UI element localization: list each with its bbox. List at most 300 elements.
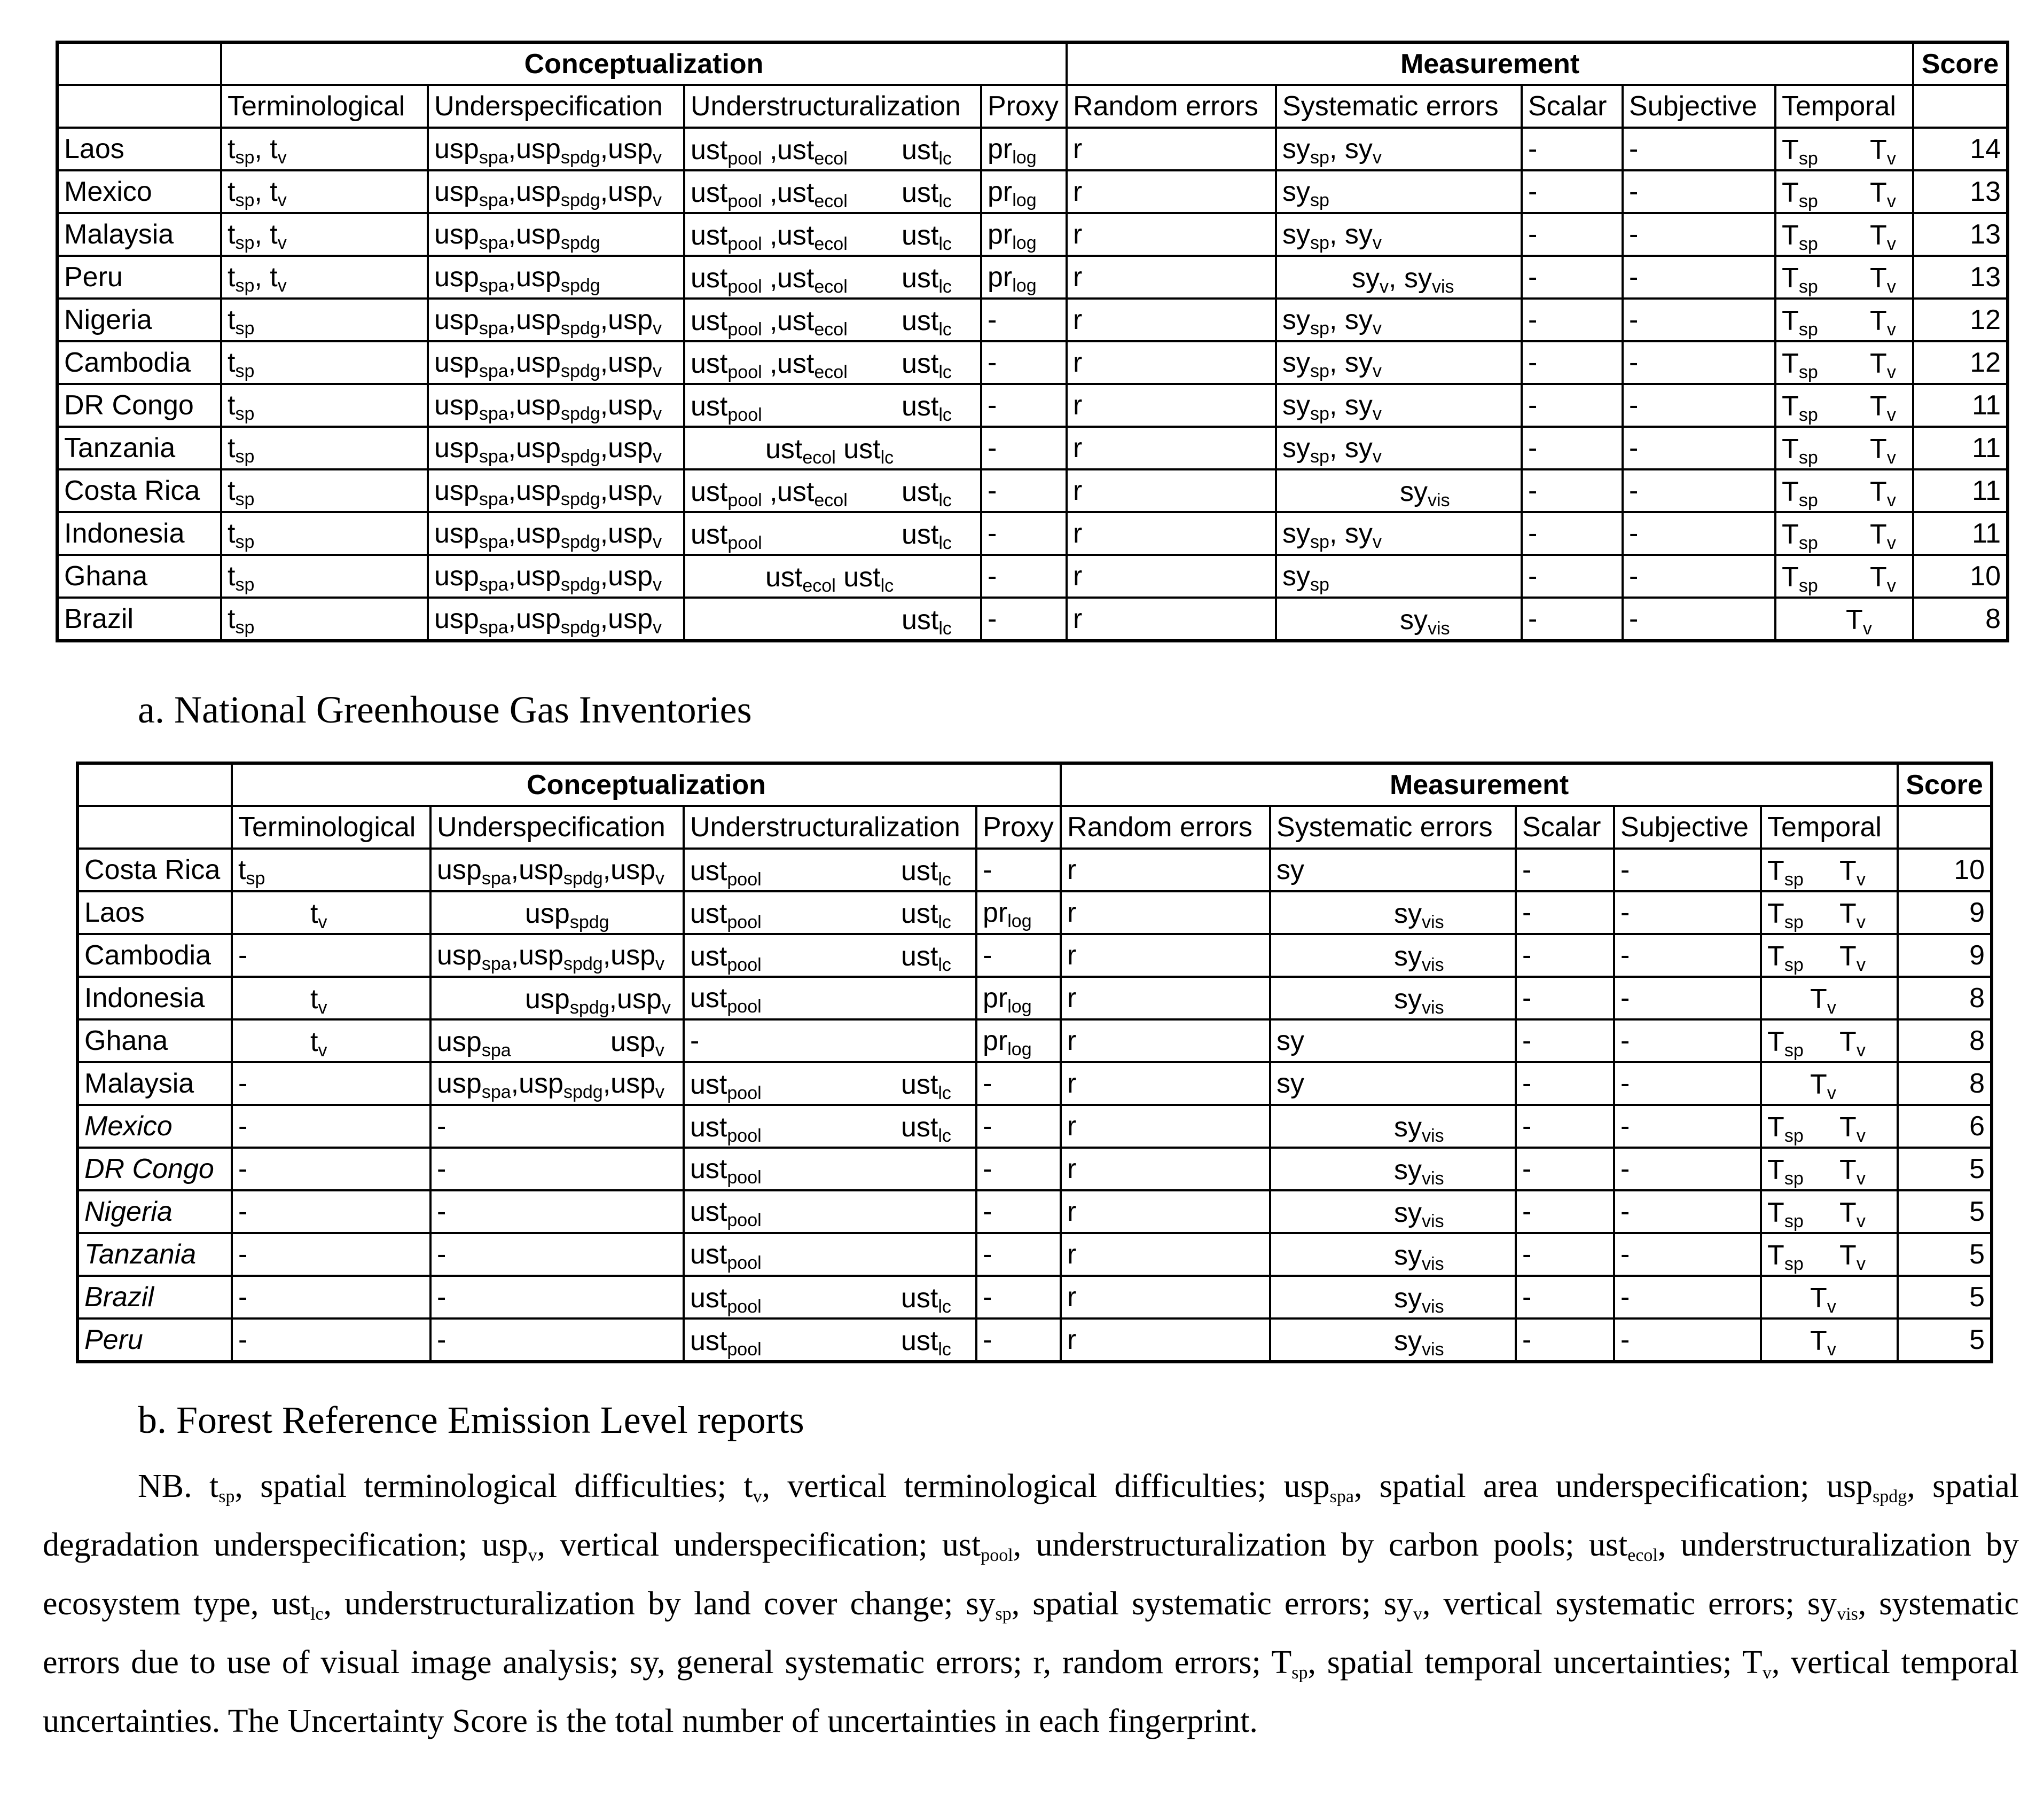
cell-random-errors: r	[1067, 256, 1276, 299]
footnote-text: NB. $t_{sp}$, spatial terminological difficulties; $t_v$, vertical terminological difficulties; usp$_{spa}$, spatial area underspecification; usp$_{spdg}$, spatial degradation underspecification; usp$_v$, vertical underspecification; ust$_{pool}$, understructuralization by carbon pools; ust$_{ecol}$, understructuralization by ecosystem type, ust$_{lc}$, understructuralization by land cover change; $sy_{sp}$, spatial systematic errors; $sy_v$, vertical systematic errors; $sy_{vis}$, systematic errors due to use of visual image analysis; sy, general systematic errors; r, random errors; $T_{sp}$, spatial temporal uncertainties; $T_v$, vertical temporal uncertainties. The Uncertainty Score is the total number of uncertainties in each fingerprint.	[43, 1468, 2019, 1739]
cell-terminological: $t_{sp}$	[232, 849, 430, 891]
cell-underspecification: -	[430, 1190, 684, 1233]
table-row	[57, 469, 2008, 512]
cell-country: Ghana	[57, 555, 221, 598]
cell-score: 12	[1913, 341, 2008, 384]
cell-country: Tanzania	[57, 427, 221, 469]
cell-score: 11	[1913, 384, 2008, 427]
cell-random-errors: r	[1061, 849, 1270, 891]
cell-systematic-errors: sy	[1270, 1062, 1516, 1105]
group-score: Score	[1898, 763, 1992, 806]
cell-systematic-errors: $sy_{vis}$	[1270, 934, 1516, 977]
cell-country: Laos	[57, 128, 221, 170]
cell-score: 13	[1913, 170, 2008, 213]
cell-random-errors: r	[1067, 555, 1276, 598]
cell-proxy: -	[981, 427, 1067, 469]
cell-country: DR Congo	[77, 1148, 232, 1190]
cell-temporal: $T_{sp}$ $T_v$	[1761, 1019, 1898, 1062]
cell-score: 8	[1913, 598, 2008, 641]
cell-temporal: $T_{sp}$ $T_v$	[1775, 170, 1913, 213]
table-row	[77, 1105, 1992, 1148]
cell-systematic-errors: $sy_{vis}$	[1276, 469, 1522, 512]
cell-understructuralization: ust$_{pool}$	[684, 977, 976, 1019]
cell-understructuralization: ust$_{pool}$ , ust$_{ecol}$ ust$_{lc}$	[684, 299, 981, 341]
cell-country: Cambodia	[77, 934, 232, 977]
cell-underspecification: usp$_{spa}$,usp$_{spdg}$,usp$_v$	[428, 512, 684, 555]
cell-temporal: $T_{sp}$ $T_v$	[1775, 341, 1913, 384]
group-header-row	[57, 42, 2008, 85]
cell-understructuralization: ust$_{pool}$ ust$_{lc}$	[684, 1062, 976, 1105]
cell-scalar: -	[1522, 598, 1623, 641]
cell-scalar: -	[1516, 1148, 1614, 1190]
cell-random-errors: r	[1067, 128, 1276, 170]
cell-country: Mexico	[57, 170, 221, 213]
cell-scalar: -	[1522, 213, 1623, 256]
subheader-subjective: Subjective	[1614, 806, 1761, 849]
cell-proxy: $pr_{log}$	[976, 977, 1061, 1019]
cell-score: 5	[1898, 1233, 1992, 1276]
cell-scalar: -	[1516, 977, 1614, 1019]
caption-table-b: b. Forest Reference Emission Level reports	[138, 1399, 804, 1441]
cell-random-errors: r	[1067, 384, 1276, 427]
cell-subjective: -	[1623, 213, 1775, 256]
cell-systematic-errors: $sy_{vis}$	[1270, 977, 1516, 1019]
cell-proxy: -	[976, 1148, 1061, 1190]
cell-subjective: -	[1623, 469, 1775, 512]
cell-scalar: -	[1522, 341, 1623, 384]
table-row	[57, 128, 2008, 170]
cell-terminological: -	[232, 1148, 430, 1190]
cell-temporal: $T_v$	[1761, 1318, 1898, 1362]
cell-proxy: -	[976, 934, 1061, 977]
table-row	[77, 1318, 1992, 1362]
cell-score: 14	[1913, 128, 2008, 170]
group-measurement: Measurement	[1061, 763, 1898, 806]
cell-terminological: $t_{sp}$	[221, 299, 428, 341]
cell-country: Malaysia	[77, 1062, 232, 1105]
cell-understructuralization: ust$_{pool}$	[684, 1233, 976, 1276]
cell-country: Malaysia	[57, 213, 221, 256]
cell-subjective: -	[1614, 1019, 1761, 1062]
cell-understructuralization: -	[684, 1019, 976, 1062]
cell-score: 8	[1898, 1019, 1992, 1062]
cell-score: 8	[1898, 977, 1992, 1019]
subheader-score-blank	[1913, 85, 2008, 128]
cell-score: 11	[1913, 469, 2008, 512]
cell-systematic-errors: $sy_{vis}$	[1270, 1148, 1516, 1190]
cell-temporal: $T_{sp}$ $T_v$	[1775, 299, 1913, 341]
cell-understructuralization: ust$_{pool}$ , ust$_{ecol}$ ust$_{lc}$	[684, 213, 981, 256]
subheader-proxy: Proxy	[981, 85, 1067, 128]
cell-country: Indonesia	[77, 977, 232, 1019]
cell-scalar: -	[1522, 469, 1623, 512]
cell-proxy: $pr_{log}$	[981, 256, 1067, 299]
corner-cell	[77, 763, 232, 806]
cell-scalar: -	[1522, 555, 1623, 598]
cell-temporal: $T_{sp}$ $T_v$	[1761, 891, 1898, 934]
cell-terminological: $t_v$	[232, 977, 430, 1019]
cell-proxy: -	[981, 555, 1067, 598]
cell-terminological: $t_{sp}$	[221, 384, 428, 427]
cell-underspecification: -	[430, 1148, 684, 1190]
table-row	[77, 849, 1992, 891]
cell-understructuralization: ust$_{pool}$ ust$_{lc}$	[684, 891, 976, 934]
cell-proxy: $pr_{log}$	[976, 891, 1061, 934]
cell-terminological: $t_v$	[232, 1019, 430, 1062]
cell-underspecification: usp$_{spa}$,usp$_{spdg}$,usp$_v$	[428, 128, 684, 170]
cell-proxy: -	[981, 341, 1067, 384]
cell-country: Nigeria	[77, 1190, 232, 1233]
cell-underspecification: usp$_{spa}$,usp$_{spdg}$,usp$_v$	[430, 1062, 684, 1105]
cell-temporal: $T_{sp}$ $T_v$	[1775, 384, 1913, 427]
cell-systematic-errors: $sy_{sp}$, $sy_v$	[1276, 128, 1522, 170]
cell-understructuralization: ust$_{lc}$	[684, 598, 981, 641]
cell-temporal: $T_v$	[1761, 977, 1898, 1019]
table-row	[77, 1276, 1992, 1318]
table-row	[77, 891, 1992, 934]
cell-country: DR Congo	[57, 384, 221, 427]
cell-random-errors: r	[1067, 341, 1276, 384]
subheader-scalar: Scalar	[1516, 806, 1614, 849]
table-row	[77, 1019, 1992, 1062]
cell-terminological: -	[232, 1190, 430, 1233]
cell-proxy: -	[981, 299, 1067, 341]
cell-random-errors: r	[1067, 512, 1276, 555]
subheader-random: Random errors	[1067, 85, 1276, 128]
cell-proxy: $pr_{log}$	[981, 128, 1067, 170]
cell-score: 5	[1898, 1148, 1992, 1190]
cell-random-errors: r	[1067, 469, 1276, 512]
cell-terminological: $t_{sp}$	[221, 427, 428, 469]
cell-random-errors: r	[1061, 1276, 1270, 1318]
cell-temporal: $T_{sp}$ $T_v$	[1761, 1190, 1898, 1233]
cell-country: Costa Rica	[57, 469, 221, 512]
cell-score: 6	[1898, 1105, 1992, 1148]
cell-country: Indonesia	[57, 512, 221, 555]
table-row	[57, 341, 2008, 384]
cell-proxy: -	[976, 1105, 1061, 1148]
cell-score: 9	[1898, 891, 1992, 934]
cell-temporal: $T_v$	[1775, 598, 1913, 641]
cell-random-errors: r	[1067, 598, 1276, 641]
group-score: Score	[1913, 42, 2008, 85]
cell-temporal: $T_{sp}$ $T_v$	[1775, 512, 1913, 555]
cell-proxy: -	[976, 1233, 1061, 1276]
cell-random-errors: r	[1067, 299, 1276, 341]
table-row	[57, 384, 2008, 427]
cell-country: Ghana	[77, 1019, 232, 1062]
table-b-body	[77, 763, 1992, 1362]
corner-cell	[57, 42, 221, 85]
cell-systematic-errors: $sy_{sp}$, $sy_v$	[1276, 299, 1522, 341]
table-a-body	[57, 42, 2008, 641]
cell-underspecification: usp$_{spa}$,usp$_{spdg}$,usp$_v$	[428, 384, 684, 427]
table-row	[57, 598, 2008, 641]
cell-temporal: $T_{sp}$ $T_v$	[1761, 1105, 1898, 1148]
cell-systematic-errors: $sy_{vis}$	[1276, 598, 1522, 641]
cell-systematic-errors: $sy_{sp}$	[1276, 170, 1522, 213]
cell-underspecification: usp$_{spa}$,usp$_{spdg}$,usp$_v$	[428, 598, 684, 641]
group-header-row	[77, 763, 1992, 806]
cell-terminological: $t_{sp}$, $t_v$	[221, 256, 428, 299]
cell-underspecification: usp$_{spdg}$,usp$_v$	[430, 977, 684, 1019]
cell-systematic-errors: $sy_{vis}$	[1270, 1190, 1516, 1233]
subheader-sys: Systematic errors	[1276, 85, 1522, 128]
cell-subjective: -	[1614, 891, 1761, 934]
cell-random-errors: r	[1061, 891, 1270, 934]
cell-country: Brazil	[77, 1276, 232, 1318]
cell-country: Nigeria	[57, 299, 221, 341]
cell-temporal: $T_{sp}$ $T_v$	[1775, 555, 1913, 598]
cell-scalar: -	[1516, 1318, 1614, 1362]
cell-terminological: -	[232, 1105, 430, 1148]
cell-proxy: -	[981, 384, 1067, 427]
cell-random-errors: r	[1061, 1233, 1270, 1276]
cell-random-errors: r	[1067, 170, 1276, 213]
table-footnote	[43, 1457, 2019, 1751]
cell-systematic-errors: $sy_{sp}$, $sy_v$	[1276, 512, 1522, 555]
table-row	[57, 299, 2008, 341]
cell-temporal: $T_{sp}$ $T_v$	[1761, 1233, 1898, 1276]
cell-understructuralization: ust$_{pool}$ ust$_{lc}$	[684, 384, 981, 427]
subheader-ust: Understructuralization	[684, 85, 981, 128]
cell-understructuralization: ust$_{pool}$ ust$_{lc}$	[684, 849, 976, 891]
group-conceptualization: Conceptualization	[232, 763, 1061, 806]
table-row	[77, 1148, 1992, 1190]
cell-terminological: $t_{sp}$, $t_v$	[221, 213, 428, 256]
cell-temporal: $T_{sp}$ $T_v$	[1775, 469, 1913, 512]
cell-understructuralization: ust$_{pool}$ ust$_{lc}$	[684, 1105, 976, 1148]
cell-score: 10	[1913, 555, 2008, 598]
cell-random-errors: r	[1061, 977, 1270, 1019]
cell-terminological: -	[232, 1062, 430, 1105]
cell-proxy: -	[976, 1318, 1061, 1362]
cell-subjective: -	[1623, 299, 1775, 341]
subheader-usp: Underspecification	[430, 806, 684, 849]
cell-underspecification: usp$_{spa}$ usp$_v$	[430, 1019, 684, 1062]
cell-score: 11	[1913, 427, 2008, 469]
table-row	[57, 256, 2008, 299]
group-conceptualization: Conceptualization	[221, 42, 1067, 85]
cell-proxy: $pr_{log}$	[981, 213, 1067, 256]
cell-underspecification: usp$_{spa}$,usp$_{spdg}$,usp$_v$	[428, 341, 684, 384]
cell-proxy: -	[976, 1276, 1061, 1318]
cell-score: 13	[1913, 213, 2008, 256]
cell-score: 13	[1913, 256, 2008, 299]
cell-terminological: $t_{sp}$	[221, 555, 428, 598]
cell-terminological: $t_{sp}$	[221, 341, 428, 384]
cell-systematic-errors: $sy_{sp}$, $sy_v$	[1276, 341, 1522, 384]
cell-proxy: -	[976, 849, 1061, 891]
cell-terminological: $t_{sp}$	[221, 469, 428, 512]
cell-subjective: -	[1614, 1062, 1761, 1105]
subheader-scalar: Scalar	[1522, 85, 1623, 128]
cell-temporal: $T_{sp}$ $T_v$	[1775, 427, 1913, 469]
cell-systematic-errors: $sy_{vis}$	[1270, 1233, 1516, 1276]
cell-underspecification: usp$_{spa}$,usp$_{spdg}$,usp$_v$	[428, 170, 684, 213]
cell-score: 8	[1898, 1062, 1992, 1105]
cell-score: 12	[1913, 299, 2008, 341]
subheader-term: Terminological	[232, 806, 430, 849]
cell-underspecification: -	[430, 1105, 684, 1148]
cell-systematic-errors: $sy_{vis}$	[1270, 1276, 1516, 1318]
cell-scalar: -	[1516, 1276, 1614, 1318]
cell-scalar: -	[1516, 849, 1614, 891]
cell-country: Costa Rica	[77, 849, 232, 891]
cell-scalar: -	[1516, 1019, 1614, 1062]
cell-scalar: -	[1522, 256, 1623, 299]
cell-understructuralization: ust$_{pool}$ , ust$_{ecol}$ ust$_{lc}$	[684, 256, 981, 299]
cell-proxy: -	[981, 512, 1067, 555]
cell-scalar: -	[1516, 891, 1614, 934]
cell-systematic-errors: sy	[1270, 849, 1516, 891]
subheader-temporal: Temporal	[1775, 85, 1913, 128]
cell-subjective: -	[1623, 341, 1775, 384]
cell-systematic-errors: $sy_{sp}$, $sy_v$	[1276, 427, 1522, 469]
cell-proxy: -	[976, 1062, 1061, 1105]
cell-subjective: -	[1614, 1276, 1761, 1318]
cell-understructuralization: ust$_{pool}$ ust$_{lc}$	[684, 512, 981, 555]
cell-underspecification: usp$_{spa}$,usp$_{spdg}$	[428, 256, 684, 299]
cell-scalar: -	[1522, 384, 1623, 427]
cell-random-errors: r	[1067, 213, 1276, 256]
cell-proxy: -	[976, 1190, 1061, 1233]
cell-subjective: -	[1614, 934, 1761, 977]
cell-random-errors: r	[1061, 1318, 1270, 1362]
cell-subjective: -	[1614, 977, 1761, 1019]
cell-underspecification: usp$_{spa}$,usp$_{spdg}$,usp$_v$	[428, 469, 684, 512]
cell-scalar: -	[1516, 934, 1614, 977]
cell-temporal: $T_{sp}$ $T_v$	[1775, 128, 1913, 170]
subheader-ust: Understructuralization	[684, 806, 976, 849]
subheader-random: Random errors	[1061, 806, 1270, 849]
cell-underspecification: usp$_{spdg}$	[430, 891, 684, 934]
cell-score: 11	[1913, 512, 2008, 555]
cell-understructuralization: ust$_{pool}$ , ust$_{ecol}$ ust$_{lc}$	[684, 128, 981, 170]
cell-scalar: -	[1522, 512, 1623, 555]
cell-temporal: $T_{sp}$ $T_v$	[1761, 849, 1898, 891]
cell-random-errors: r	[1061, 1148, 1270, 1190]
cell-proxy: $pr_{log}$	[981, 170, 1067, 213]
cell-country: Brazil	[57, 598, 221, 641]
cell-systematic-errors: $sy_{sp}$, $sy_v$	[1276, 384, 1522, 427]
cell-country: Peru	[77, 1318, 232, 1362]
cell-understructuralization: ust$_{pool}$	[684, 1148, 976, 1190]
table-row	[77, 977, 1992, 1019]
cell-terminological: -	[232, 1276, 430, 1318]
cell-subjective: -	[1614, 1190, 1761, 1233]
table-row	[77, 1233, 1992, 1276]
cell-random-errors: r	[1061, 1062, 1270, 1105]
cell-systematic-errors: $sy_{vis}$	[1270, 1318, 1516, 1362]
cell-systematic-errors: $sy_{sp}$	[1276, 555, 1522, 598]
cell-systematic-errors: $sy_{sp}$, $sy_v$	[1276, 213, 1522, 256]
cell-scalar: -	[1522, 128, 1623, 170]
cell-subjective: -	[1623, 384, 1775, 427]
cell-subjective: -	[1614, 1148, 1761, 1190]
cell-country: Mexico	[77, 1105, 232, 1148]
cell-random-errors: r	[1067, 427, 1276, 469]
corner-cell	[77, 806, 232, 849]
cell-scalar: -	[1516, 1233, 1614, 1276]
cell-random-errors: r	[1061, 1019, 1270, 1062]
subheader-sys: Systematic errors	[1270, 806, 1516, 849]
cell-underspecification: usp$_{spa}$,usp$_{spdg}$,usp$_v$	[430, 934, 684, 977]
group-measurement: Measurement	[1067, 42, 1913, 85]
subheader-temporal: Temporal	[1761, 806, 1898, 849]
cell-understructuralization: ust$_{pool}$ ust$_{lc}$	[684, 1318, 976, 1362]
cell-subjective: -	[1623, 598, 1775, 641]
cell-subjective: -	[1614, 849, 1761, 891]
cell-scalar: -	[1522, 427, 1623, 469]
cell-understructuralization: ust$_{pool}$ ust$_{lc}$	[684, 1276, 976, 1318]
cell-terminological: $t_{sp}$, $t_v$	[221, 128, 428, 170]
cell-terminological: $t_{sp}$	[221, 512, 428, 555]
cell-understructuralization: ust$_{pool}$ ust$_{lc}$	[684, 934, 976, 977]
cell-underspecification: usp$_{spa}$,usp$_{spdg}$	[428, 213, 684, 256]
cell-temporal: $T_{sp}$ $T_v$	[1761, 1148, 1898, 1190]
cell-country: Cambodia	[57, 341, 221, 384]
cell-subjective: -	[1623, 555, 1775, 598]
cell-scalar: -	[1516, 1062, 1614, 1105]
cell-proxy: -	[981, 469, 1067, 512]
cell-underspecification: -	[430, 1318, 684, 1362]
cell-understructuralization: ust$_{pool}$ , ust$_{ecol}$ ust$_{lc}$	[684, 170, 981, 213]
table-national-ghg-inventories	[56, 41, 2009, 642]
table-row	[57, 555, 2008, 598]
cell-systematic-errors: sy	[1270, 1019, 1516, 1062]
cell-terminological: -	[232, 1233, 430, 1276]
cell-scalar: -	[1522, 299, 1623, 341]
table-forest-reference-emission-levels	[76, 762, 1993, 1363]
cell-understructuralization: ust$_{ecol}$ ust$_{lc}$	[684, 555, 981, 598]
cell-random-errors: r	[1061, 1105, 1270, 1148]
subheader-usp: Underspecification	[428, 85, 684, 128]
cell-subjective: -	[1623, 128, 1775, 170]
cell-country: Tanzania	[77, 1233, 232, 1276]
cell-subjective: -	[1614, 1105, 1761, 1148]
subheader-score-blank	[1898, 806, 1992, 849]
cell-scalar: -	[1516, 1190, 1614, 1233]
cell-terminological: -	[232, 1318, 430, 1362]
cell-systematic-errors: $sy_{vis}$	[1270, 891, 1516, 934]
cell-temporal: $T_v$	[1761, 1276, 1898, 1318]
cell-country: Laos	[77, 891, 232, 934]
cell-terminological: -	[232, 934, 430, 977]
cell-temporal: $T_{sp}$ $T_v$	[1775, 213, 1913, 256]
cell-subjective: -	[1623, 256, 1775, 299]
cell-underspecification: -	[430, 1276, 684, 1318]
cell-understructuralization: ust$_{pool}$	[684, 1190, 976, 1233]
table-row	[57, 170, 2008, 213]
cell-subjective: -	[1614, 1318, 1761, 1362]
cell-temporal: $T_{sp}$ $T_v$	[1775, 256, 1913, 299]
cell-systematic-errors: $sy_v$, $sy_{vis}$	[1276, 256, 1522, 299]
caption-table-a: a. National Greenhouse Gas Inventories	[138, 688, 752, 731]
cell-subjective: -	[1623, 427, 1775, 469]
table-row	[57, 213, 2008, 256]
cell-understructuralization: ust$_{ecol}$ ust$_{lc}$	[684, 427, 981, 469]
cell-score: 5	[1898, 1276, 1992, 1318]
cell-temporal: $T_{sp}$ $T_v$	[1761, 934, 1898, 977]
cell-subjective: -	[1623, 170, 1775, 213]
cell-underspecification: -	[430, 1233, 684, 1276]
cell-underspecification: usp$_{spa}$,usp$_{spdg}$,usp$_v$	[428, 427, 684, 469]
cell-terminological: $t_{sp}$	[221, 598, 428, 641]
cell-score: 9	[1898, 934, 1992, 977]
cell-scalar: -	[1522, 170, 1623, 213]
cell-score: 5	[1898, 1318, 1992, 1362]
